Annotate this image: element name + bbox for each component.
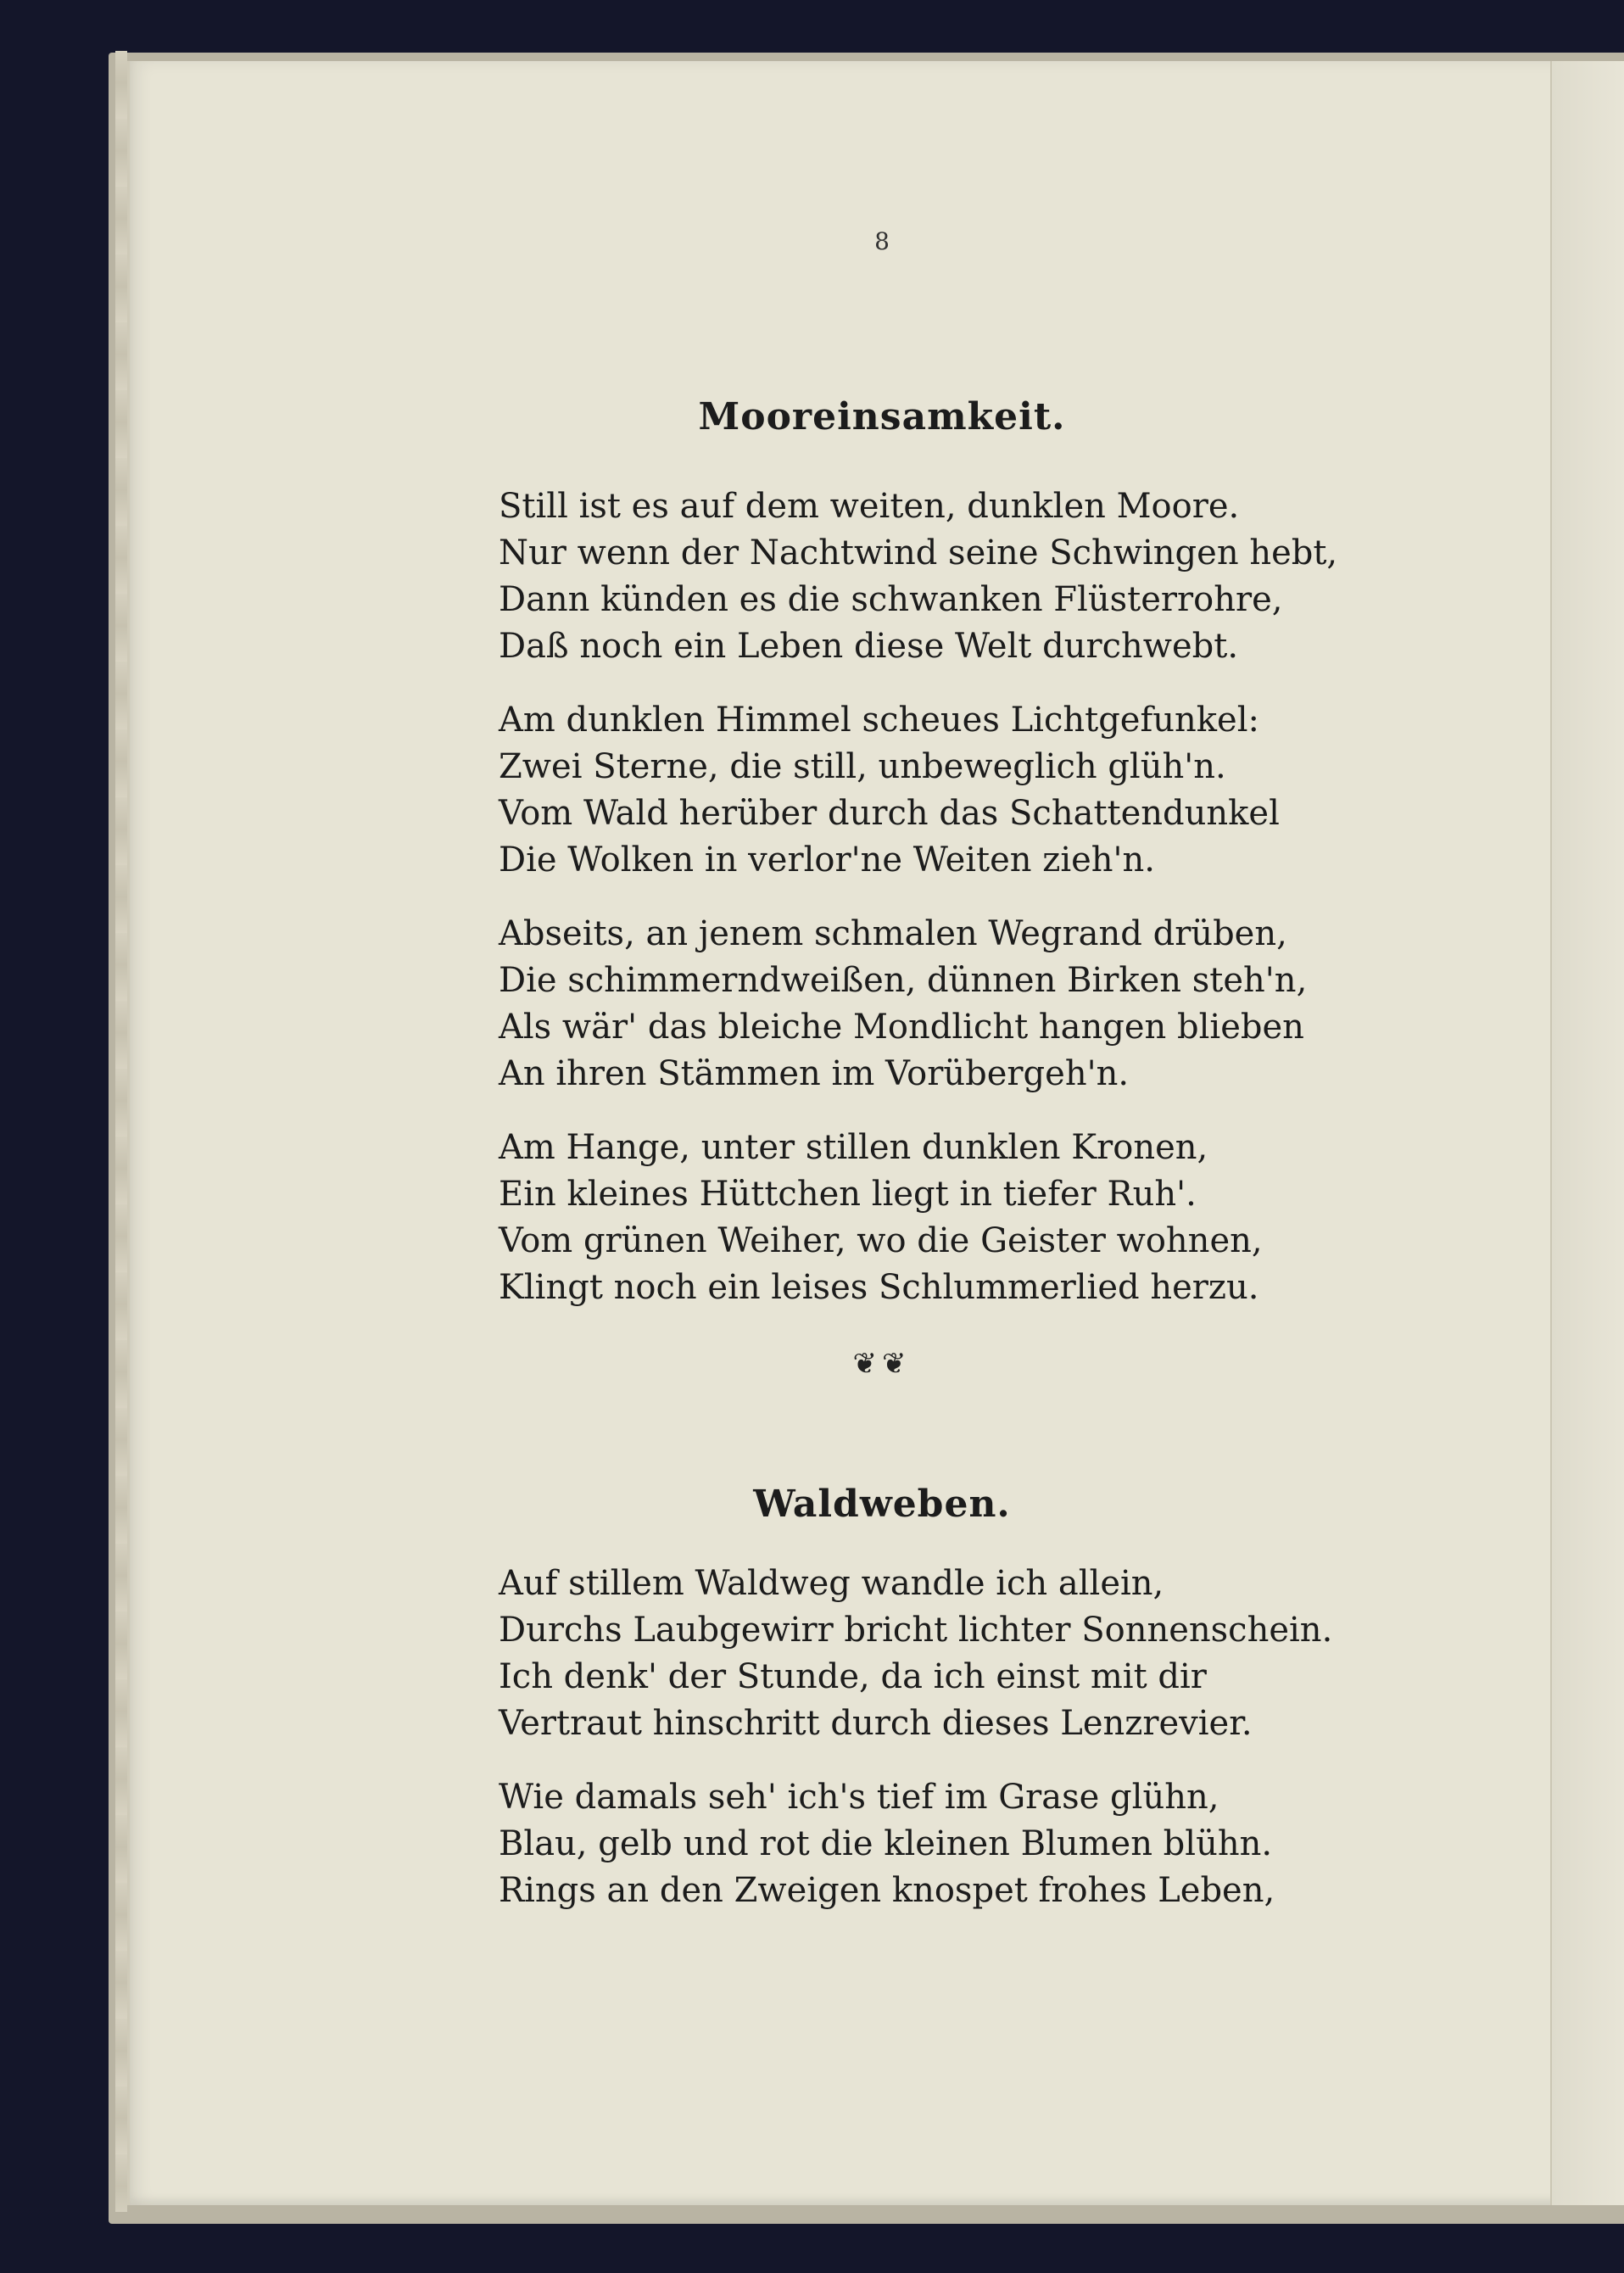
poem-line: Ich denk' der Stunde, da ich einst mit dir — [499, 1657, 1207, 1696]
poem-line: Vom grünen Weiher, wo die Geister wohnen, — [499, 1221, 1263, 1260]
poem-line: Vertraut hinschritt durch dieses Lenzrevier. — [499, 1704, 1253, 1743]
poem-line: Vom Wald herüber durch das Schattendunkel — [499, 794, 1280, 833]
poem-line: Als wär' das bleiche Mondlicht hangen blieben — [499, 1008, 1304, 1047]
poem-line: Nur wenn der Nachtwind seine Schwingen hebt, — [499, 533, 1338, 572]
poem-line: Abseits, an jenem schmalen Wegrand drüben, — [499, 914, 1287, 953]
poem-line: Blau, gelb und rot die kleinen Blumen blühn. — [499, 1824, 1273, 1863]
poem-line: Zwei Sterne, die still, unbeweglich glüh'n. — [499, 747, 1226, 786]
poem-title-mooreinsamkeit: Mooreinsamkeit. — [698, 395, 1066, 438]
poem-line: Die schimmerndweißen, dünnen Birken steh'n, — [499, 961, 1308, 1000]
page-number: 8 — [874, 227, 890, 255]
poem-line: Daß noch ein Leben diese Welt durchwebt. — [499, 627, 1239, 666]
stanza — [499, 1774, 1347, 1914]
stanza — [499, 911, 1347, 1097]
poem-line: An ihren Stämmen im Vorübergeh'n. — [499, 1054, 1130, 1093]
poem-line: Am Hange, unter stillen dunklen Kronen, — [499, 1128, 1208, 1167]
poem-line: Auf stillem Waldweg wandle ich allein, — [499, 1564, 1164, 1603]
poem-line: Dann künden es die schwanken Flüsterrohre, — [499, 580, 1283, 619]
poem-line: Klingt noch ein leises Schlummerlied herzu. — [499, 1268, 1259, 1307]
poem-line: Still ist es auf dem weiten, dunklen Moore. — [499, 487, 1240, 526]
poem-line: Am dunklen Himmel scheues Lichtgefunkel: — [499, 701, 1259, 740]
poem-line: Die Wolken in verlor'ne Weiten zieh'n. — [499, 841, 1156, 880]
poem-line: Durchs Laubgewirr bricht lichter Sonnenschein. — [499, 1611, 1333, 1650]
page-edge — [115, 51, 127, 2212]
poem-line: Ein kleines Hüttchen liegt in tiefer Ruh'. — [499, 1175, 1197, 1214]
stanza — [499, 1125, 1347, 1311]
poem-title-waldweben: Waldweben. — [753, 1483, 1011, 1526]
poem-line: Rings an den Zweigen knospet frohes Leben, — [499, 1871, 1275, 1910]
poem-body-mooreinsamkeit — [499, 483, 1347, 1338]
stanza — [499, 697, 1347, 884]
poem-line: Wie damals seh' ich's tief im Grase glühn, — [499, 1778, 1219, 1817]
stanza — [499, 1561, 1347, 1747]
next-page-edge — [1550, 61, 1624, 2205]
section-ornament: ❦❦ — [852, 1347, 912, 1381]
poem-body-waldweben — [499, 1561, 1347, 1941]
stanza — [499, 483, 1347, 670]
